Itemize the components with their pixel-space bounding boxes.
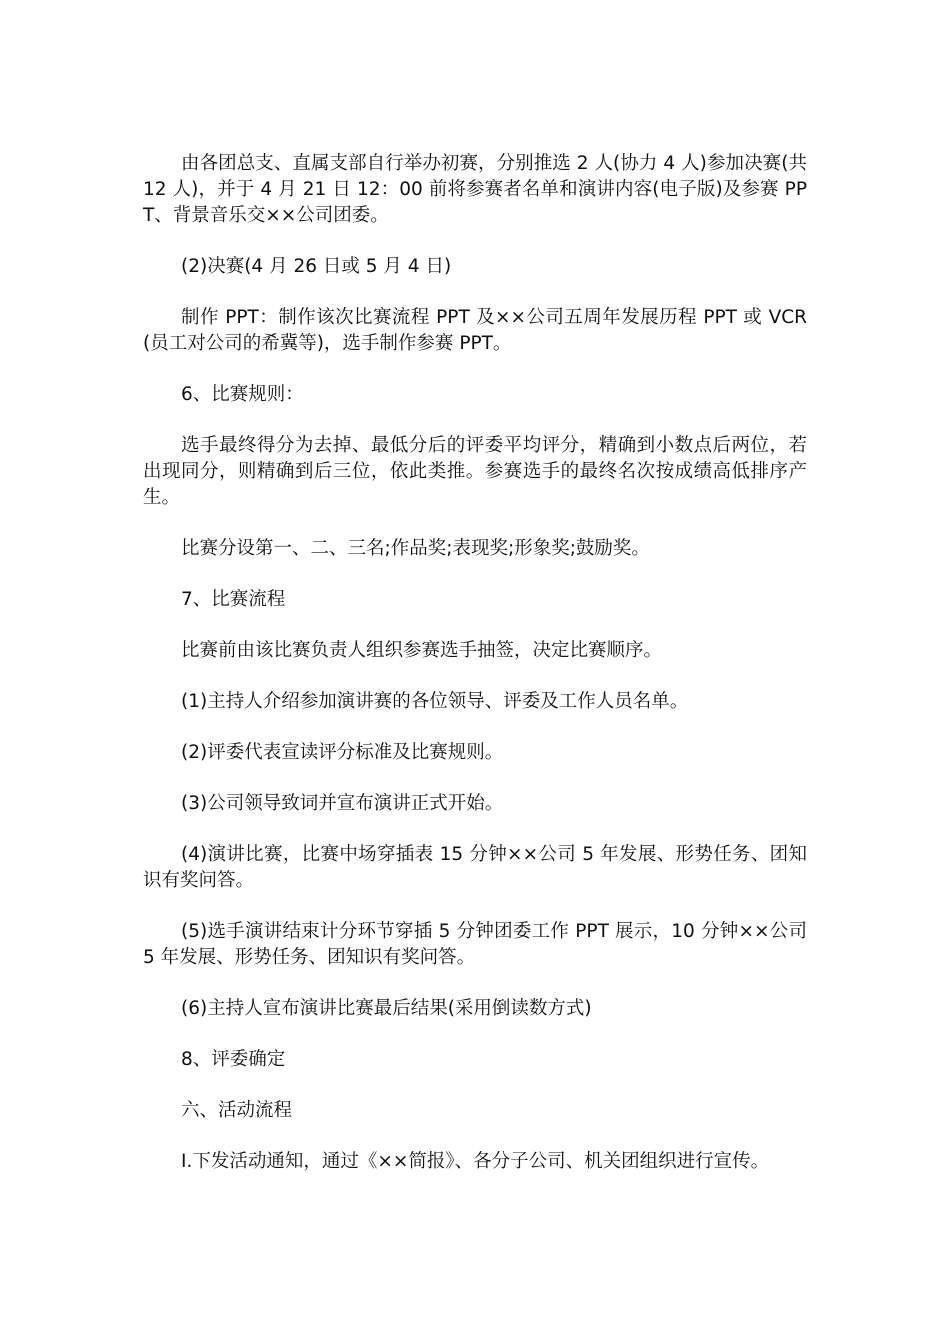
list-item-step-4: (4)演讲比赛，比赛中场穿插表 15 分钟××公司 5 年发展、形势任务、团知识有奖问答。	[143, 844, 807, 891]
paragraph-draw-lots: 比赛前由该比赛负责人组织参赛选手抽签，决定比赛顺序。	[181, 640, 663, 661]
heading-competition-rules: 6、比赛规则：	[181, 384, 304, 405]
list-item-step-6: (6)主持人宣布演讲比赛最后结果(采用倒读数方式)	[181, 998, 592, 1019]
paragraph-make-ppt: 制作 PPT：制作该次比赛流程 PPT 及××公司五周年发展历程 PPT 或 VCR(员工对公司的希冀等)，选手制作参赛 PPT。	[143, 307, 807, 354]
list-item-step-1: (1)主持人介绍参加演讲赛的各位领导、评委及工作人员名单。	[181, 691, 689, 712]
paragraph-awards: 比赛分设第一、二、三名;作品奖;表现奖;形象奖;鼓励奖。	[181, 538, 650, 559]
document-body	[143, 151, 807, 1175]
paragraph-scoring: 选手最终得分为去掉、最低分后的评委平均评分，精确到小数点后两位，若出现同分，则精确到后三位，依此类推。参赛选手的最终名次按成绩高低排序产生。	[143, 435, 807, 508]
heading-judges: 8、评委确定	[181, 1049, 286, 1070]
paragraph-final-round-heading: (2)决赛(4 月 26 日或 5 月 4 日)	[181, 256, 452, 277]
list-item-step-3: (3)公司领导致词并宣布演讲正式开始。	[181, 793, 504, 814]
list-item-step-5: (5)选手演讲结束计分环节穿插 5 分钟团委工作 PPT 展示，10 分钟××公司 5 年发展、形势任务、团知识有奖问答。	[143, 921, 807, 968]
heading-competition-process: 7、比赛流程	[181, 589, 286, 610]
heading-activity-process: 六、活动流程	[181, 1100, 293, 1121]
paragraph-preliminary-round: 由各团总支、直属支部自行举办初赛，分别推选 2 人(协力 4 人)参加决赛(共 12 人)，并于 4 月 21 日 12：00 前将参赛者名单和演讲内容(电子版)及参赛 PPT、背景音乐交××公司团委。	[143, 153, 807, 226]
list-item-step-2: (2)评委代表宣读评分标准及比赛规则。	[181, 742, 504, 763]
paragraph-notice: Ⅰ.下发活动通知，通过《××简报》、各分子公司、机关团组织进行宣传。	[181, 1151, 770, 1172]
